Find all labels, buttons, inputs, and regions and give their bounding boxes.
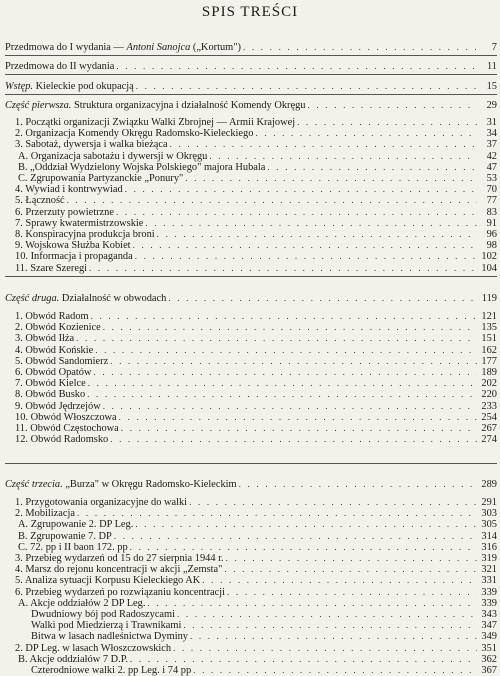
toc-item-title: B. Zgrupowanie 7. DP [18, 530, 112, 542]
toc-item [18, 598, 497, 609]
leader-dots [91, 311, 477, 322]
toc-item [15, 207, 497, 218]
entry-text [15, 553, 224, 564]
toc-item [18, 531, 497, 542]
entry-text [31, 620, 181, 631]
toc-item [31, 609, 497, 620]
page-number: 189 [481, 367, 497, 378]
toc-item-title: 10. Informacja i propaganda [15, 251, 133, 263]
toc-item-title: 7. Sprawy kwatermistrzowskie [15, 217, 144, 229]
toc-item [18, 519, 497, 530]
toc-item [15, 128, 497, 139]
toc-item [18, 173, 497, 184]
leader-dots [136, 81, 477, 92]
leader-dots [110, 434, 477, 445]
page-number: 362 [481, 653, 497, 665]
toc-item-title: 2. Obwód Kozienice [15, 322, 101, 334]
page-number: 121 [481, 311, 497, 322]
toc-item-title: 10. Obwód Włoszczowa [15, 411, 117, 423]
page-number: 367 [481, 665, 497, 676]
part-label: Część druga. [5, 293, 60, 304]
leader-dots [103, 322, 477, 333]
toc-item [15, 367, 497, 378]
toc-item [15, 322, 497, 333]
entry-text [15, 378, 86, 389]
leader-dots [121, 423, 477, 434]
entry-text [15, 218, 143, 229]
front-entry [5, 61, 497, 72]
page-number: 347 [481, 620, 497, 632]
entry-text [15, 322, 101, 333]
leader-dots [189, 497, 477, 508]
leader-dots [77, 508, 477, 519]
front-entry [5, 42, 497, 53]
toc-item [15, 508, 497, 519]
toc-item [31, 631, 497, 642]
leader-dots [93, 367, 477, 378]
page-number: 162 [481, 344, 497, 356]
leader-dots [116, 207, 477, 218]
toc-item-title: 9. Obwód Jędrzejów [15, 400, 101, 412]
toc-item [15, 587, 497, 598]
entry-text [15, 575, 200, 586]
entry-text [18, 519, 133, 530]
page-number: 47 [486, 161, 497, 173]
entry-text [18, 654, 128, 665]
entry-text [15, 139, 168, 150]
leader-dots [145, 218, 477, 229]
toc-item [15, 412, 497, 423]
entry-title: Przedmowa do I wydania — [5, 42, 127, 53]
entry-text [15, 229, 155, 240]
toc-item [15, 553, 497, 564]
leader-dots [76, 333, 477, 344]
leader-dots [133, 240, 477, 251]
page-number: 233 [481, 400, 497, 412]
toc-item-title: 4. Obwód Końskie [15, 344, 94, 356]
page-number: 70 [486, 184, 497, 196]
entry-text [5, 61, 114, 72]
entry-text [5, 42, 241, 53]
leader-dots [119, 412, 477, 423]
entry-text [15, 240, 131, 251]
toc-item-title: Dwudniowy bój pod Radoszycami [31, 609, 176, 620]
toc-item-title: 5. Analiza sytuacji Korpusu Kieleckiego AK [15, 575, 201, 587]
toc-item [18, 654, 497, 665]
part-label: Część pierwsza. [5, 100, 72, 111]
page-number: 343 [481, 609, 497, 620]
page-number: 135 [481, 322, 497, 334]
leader-dots [202, 575, 477, 586]
leader-dots [67, 195, 477, 206]
page-number: 303 [481, 508, 497, 520]
entry-text [15, 263, 87, 274]
leader-dots [168, 293, 477, 304]
toc-item-title: A. Zgrupowanie 2. DP Leg. [18, 519, 134, 531]
toc-item [15, 240, 497, 251]
leader-dots [183, 620, 477, 631]
toc-item [15, 229, 497, 240]
page-number: 11 [486, 61, 497, 72]
page-number: 339 [481, 597, 497, 609]
toc-item [31, 620, 497, 631]
entry-text [15, 356, 108, 367]
leader-dots [255, 128, 477, 139]
entry-title: Przedmowa do II wydania [5, 61, 115, 72]
toc-item [15, 389, 497, 400]
section-divider [5, 55, 497, 56]
toc-item-title: B. „Oddział Wydzielony Wojska Polskiego" majora Hubala [18, 161, 266, 173]
entry-text [18, 598, 145, 609]
toc-item-title: Bitwa w lasach nadleśnictwa Dyminy [31, 631, 188, 643]
toc-item [15, 184, 497, 195]
toc-item [15, 434, 497, 445]
leader-dots [147, 598, 477, 609]
entry-text [15, 401, 101, 412]
page-number: 291 [481, 497, 497, 508]
entry-text [15, 184, 123, 195]
page-number: 98 [486, 240, 497, 252]
page-number: 177 [481, 355, 497, 367]
page-number: 34 [486, 128, 497, 140]
toc-item-title: 12. Obwód Radomsko [15, 434, 109, 446]
toc-item [15, 378, 497, 389]
entry-text [31, 609, 175, 620]
toc-item-title: 6. Przerzuty powietrzne [15, 206, 114, 218]
page-number: 53 [486, 173, 497, 184]
entry-text [18, 531, 112, 542]
part-heading [5, 479, 497, 490]
toc-item-title: B. Akcje oddziałów 7 D.P. [18, 653, 128, 665]
leader-dots [135, 519, 477, 530]
page-number: 321 [481, 564, 497, 576]
toc-item-title: 7. Obwód Kielce [15, 378, 86, 390]
entry-text [18, 542, 128, 553]
leader-dots [87, 389, 477, 400]
page-number: 316 [481, 541, 497, 553]
leader-dots [116, 61, 477, 72]
part-title: „Burza" w Okręgu Radomsko-Kieleckim [62, 479, 237, 490]
toc-item-title: 1. Obwód Radom [15, 311, 89, 322]
entry-text [5, 81, 134, 92]
leader-dots [130, 542, 477, 553]
toc-item [18, 151, 497, 162]
leader-dots [89, 263, 477, 274]
leader-dots [226, 553, 477, 564]
toc-item-title: 2. Organizacja Komendy Okręgu Radomsko-Kieleckiego [15, 128, 254, 140]
leader-dots [103, 401, 477, 412]
leader-dots [170, 139, 477, 150]
toc-item-title: 6. Obwód Opatów [15, 367, 92, 378]
page-number: 202 [481, 378, 497, 390]
toc-item-title: 2. Mobilizacja [15, 508, 76, 520]
toc-item [15, 356, 497, 367]
entry-text [15, 508, 75, 519]
toc-item [15, 575, 497, 586]
page-number: 339 [481, 586, 497, 598]
page-number: 29 [486, 100, 497, 111]
leader-dots [130, 654, 477, 665]
leader-dots [135, 251, 477, 262]
leader-dots [190, 631, 477, 642]
toc-item-title: 1. Przygotowania organizacyjne do walki [15, 497, 188, 508]
entry-text [15, 643, 171, 654]
toc-item [15, 218, 497, 229]
toc-item [15, 345, 497, 356]
leader-dots [157, 229, 477, 240]
leader-dots [297, 117, 477, 128]
toc-item-title: 3. Obwód Iłża [15, 333, 75, 345]
entry-text [15, 207, 114, 218]
toc-item [15, 263, 497, 274]
leader-dots [114, 531, 477, 542]
part-title: Działalność w obwodach [59, 293, 167, 304]
toc-item-title: 5. Obwód Sandomierz [15, 355, 109, 367]
toc-item [15, 497, 497, 508]
entry-text [15, 497, 187, 508]
page-number: 37 [486, 139, 497, 151]
leader-dots [267, 162, 477, 173]
toc-item [15, 195, 497, 206]
entry-text [31, 665, 191, 676]
part-title: Struktura organizacyjna i działalność Komendy Okręgu [71, 100, 306, 111]
leader-dots [173, 643, 477, 654]
toc-item-title: 9. Wojskowa Służba Kobiet [15, 240, 131, 252]
page-number: 254 [481, 411, 497, 423]
page-number: 96 [486, 229, 497, 240]
toc-item-title: 6. Przebieg wydarzeń po rozwiązaniu koncentracji [15, 586, 226, 598]
page-number: 7 [491, 42, 497, 53]
toc-item-title: 11. Obwód Częstochowa [15, 423, 119, 434]
page-number: 77 [486, 195, 497, 207]
page-number: 274 [481, 434, 497, 446]
entry-text [18, 162, 265, 173]
entry-text [15, 251, 133, 262]
toc-item-title: 2. DP Leg. w lasach Włoszczowskich [15, 642, 172, 654]
page-number: 119 [481, 293, 497, 304]
page-number: 104 [481, 262, 497, 274]
toc-item [18, 542, 497, 553]
toc-item [15, 401, 497, 412]
leader-dots [110, 356, 477, 367]
toc-item [31, 665, 497, 676]
leader-dots [239, 479, 477, 490]
toc-item-title: 4. Wywiad i kontrwywiad [15, 184, 123, 196]
entry-text [15, 389, 85, 400]
leader-dots [88, 378, 477, 389]
page-number: 220 [481, 389, 497, 401]
leader-dots [185, 173, 477, 184]
page-number: 267 [481, 423, 497, 434]
leader-dots [193, 665, 477, 676]
entry-text [15, 564, 222, 575]
entry-text [18, 173, 183, 184]
toc-item-title: C. 72. pp i II baon 172. pp [18, 541, 128, 553]
entry-text [15, 367, 91, 378]
entry-text [31, 631, 188, 642]
leader-dots [209, 151, 477, 162]
entry-text [18, 151, 207, 162]
entry-text [15, 345, 93, 356]
part-heading [5, 100, 497, 111]
entry-text [15, 412, 117, 423]
toc-item-title: 4. Marsz do rejonu koncentracji w akcji „Zemsta" [15, 564, 223, 576]
entry-text [5, 479, 237, 490]
entry-text [15, 195, 65, 206]
toc-item [15, 564, 497, 575]
entry-text [15, 434, 108, 445]
entry-subtitle: Kieleckie pod okupacją [33, 81, 134, 92]
part-heading [5, 293, 497, 304]
page-number: 331 [481, 575, 497, 587]
toc-item [15, 423, 497, 434]
toc-item-title: Czterodniowe walki 2. pp Leg. i 74 pp [31, 665, 192, 676]
toc-item [18, 162, 497, 173]
toc-item-title: 8. Obwód Busko [15, 389, 86, 401]
leader-dots [227, 587, 477, 598]
entry-text [5, 293, 166, 304]
entry-author: Wstęp. [5, 81, 33, 92]
leader-dots [125, 184, 477, 195]
toc-item [15, 333, 497, 344]
page-number: 305 [481, 519, 497, 531]
entry-text [15, 311, 89, 322]
page-number: 349 [481, 631, 497, 643]
section-divider [5, 276, 497, 277]
section-divider [5, 74, 497, 75]
entry-text [15, 333, 74, 344]
page-title: SPIS TREŚCI [201, 4, 299, 20]
leader-dots [224, 564, 477, 575]
page-number: 91 [486, 217, 497, 229]
toc-item-title: 3. Przebieg wydarzeń od 15 do 27 sierpnia 1944 r. [15, 553, 224, 564]
page-number: 319 [481, 553, 497, 564]
leader-dots [177, 609, 477, 620]
page-number: 31 [486, 117, 497, 128]
toc-item-title: 11. Szare Szeregi [15, 262, 88, 274]
page-number: 15 [486, 81, 497, 92]
toc-item [15, 139, 497, 150]
toc-item-title: 3. Sabotaż, dywersja i walka bieżąca [15, 139, 168, 151]
section-divider [5, 94, 497, 95]
entry-text [15, 587, 225, 598]
page-number: 42 [486, 150, 497, 162]
entry-subtitle: („Kortum") [190, 42, 241, 53]
entry-author: Antoni Sanojca [126, 42, 191, 53]
toc-item-title: 5. Łączność [15, 195, 65, 207]
entry-text [15, 423, 119, 434]
toc-item [15, 117, 497, 128]
leader-dots [95, 345, 477, 356]
toc-item-title: 1. Początki organizacji Związku Walki Zbrojnej — Armii Krajowej [15, 117, 296, 128]
front-entry [5, 81, 497, 92]
part-label: Część trzecia. [5, 479, 63, 490]
leader-dots [308, 100, 478, 111]
toc-item-title: A. Akcje oddziałów 2 DP Leg. [18, 597, 146, 609]
entry-text [15, 128, 253, 139]
page-number: 314 [481, 530, 497, 542]
toc-item-title: C. Zgrupowania Partyzanckie „Ponury" [18, 173, 184, 184]
leader-dots [243, 42, 477, 53]
toc-item [15, 311, 497, 322]
entry-text [15, 117, 295, 128]
toc-item [15, 251, 497, 262]
page-number: 102 [481, 251, 497, 263]
toc-item-title: 8. Konspiracyjna produkcja broni [15, 229, 155, 240]
page-number: 289 [481, 479, 497, 490]
toc-item [15, 643, 497, 654]
page-number: 351 [481, 642, 497, 654]
toc-item-title: Walki pod Miedzierzą i Trawnikami [31, 620, 182, 632]
section-divider [5, 463, 497, 464]
entry-text [5, 100, 306, 111]
page-number: 151 [481, 333, 497, 345]
toc-item-title: A. Organizacja sabotażu i dywersji w Okręgu [18, 150, 208, 162]
page-number: 83 [486, 206, 497, 218]
